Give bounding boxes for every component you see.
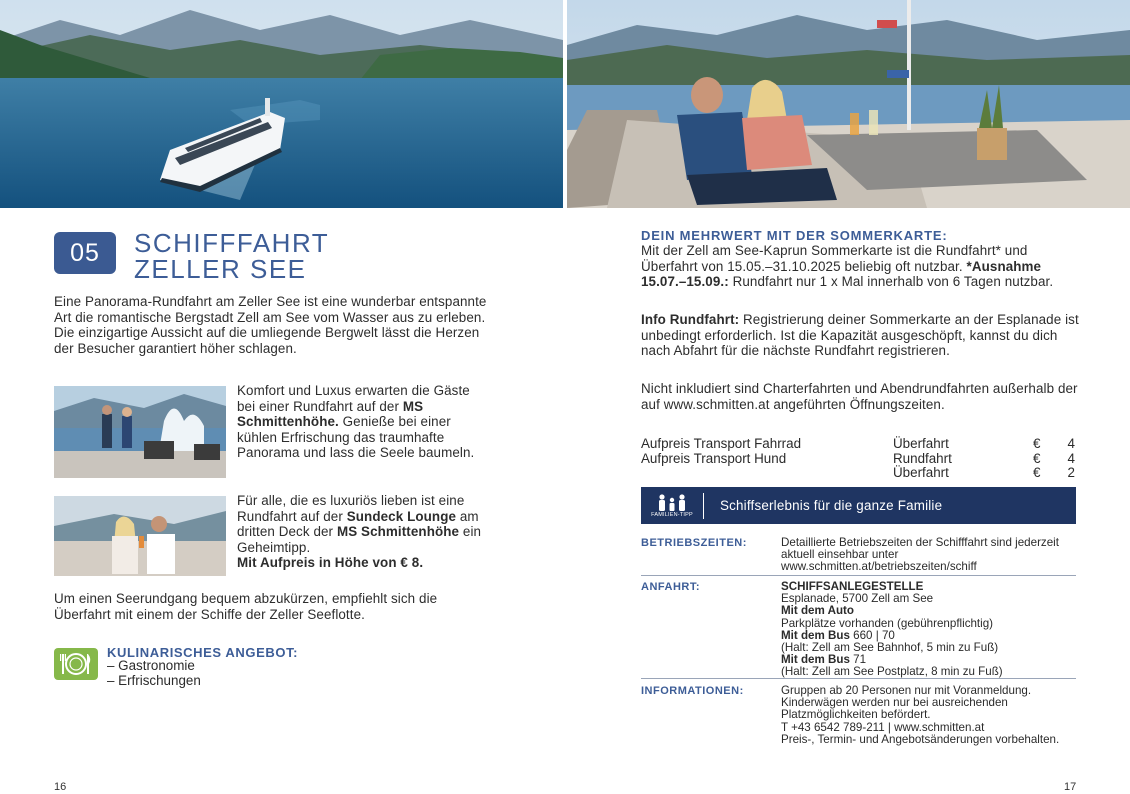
ms-schmittenhoehe-deck-photo — [54, 386, 226, 478]
table-row — [641, 437, 1075, 452]
family-tip-bar — [641, 487, 1076, 524]
sundeck-surcharge: Mit Aufpreis in Höhe von € 8. — [237, 555, 424, 571]
table-row — [641, 466, 1075, 481]
price-value: 4 — [1067, 450, 1075, 466]
price-table — [641, 437, 1075, 481]
price-value: 4 — [1067, 436, 1075, 451]
mehrwert-paragraph — [641, 243, 1081, 290]
anfahrt-value — [781, 581, 1076, 679]
informationen-text: Gruppen ab 20 Personen nur mit Voranmeldung. Kinderwägen werden nur bei ausreichenden Platzmöglichkeiten befördert. — [781, 684, 1032, 722]
mehrwert-exception: *Ausnahme 15.07.–15.09.: — [641, 258, 1042, 290]
title-line-1: SCHIFFFAHRT — [134, 228, 330, 258]
comfort-ship-name: MS Schmittenhöhe. — [237, 398, 424, 430]
info-rundfahrt-paragraph — [641, 312, 1081, 359]
informationen-contact: T +43 6542 789-211 | www.schmitten.at — [781, 720, 985, 734]
anfahrt-bus-label: Mit dem Bus — [781, 628, 850, 642]
anfahrt-line: SCHIFFSANLEGESTELLE — [781, 580, 924, 593]
price-label — [641, 466, 893, 481]
family-icon — [641, 487, 703, 524]
family-tip-text: Schiffserlebnis für die ganze Familie — [720, 498, 943, 513]
betriebszeiten-label: BETRIEBSZEITEN: — [641, 537, 747, 549]
anfahrt-bus-label: Mit dem Bus — [781, 653, 850, 667]
price-label: Aufpreis Transport Hund — [641, 450, 787, 466]
informationen-note: Preis-, Termin- und Angebotsänderungen vorbehalten. — [781, 732, 1060, 746]
sundeck-paragraph — [237, 493, 487, 571]
anfahrt-line: Mit dem Auto — [781, 604, 854, 618]
sundeck-ship-name: MS Schmittenhöhe — [336, 524, 460, 540]
family-tip-label: FAMILIEN-TIPP — [651, 511, 693, 518]
sundeck-text-before: Für alle, die es luxuriös lieben ist eine Rundfahrt auf der — [237, 493, 465, 524]
sundeck-lounge-couple-photo — [567, 0, 1130, 208]
not-included-paragraph: Nicht inkludiert sind Charterfahrten und Abendrundfahrten außerhalb der auf www.schmitten.at angeführten Öffnungszeiten. — [641, 381, 1078, 412]
anfahrt-line: (Halt: Zell am See Bahnhof, 5 min zu Fuß) — [781, 641, 999, 655]
title-line-2: ZELLER SEE — [134, 254, 307, 284]
comfort-paragraph — [237, 383, 477, 461]
anfahrt-line: Parkplätze vorhanden (gebührenpflichtig) — [781, 616, 994, 630]
anfahrt-bus-lines: 71 — [849, 653, 867, 667]
sundeck-lounge-toast-photo — [54, 496, 226, 576]
sundeck-text-after: ein Geheimtipp. — [237, 524, 482, 555]
price-type: Überfahrt — [893, 465, 949, 480]
intro-paragraph: Eine Panorama-Rundfahrt am Zeller See ist eine wunderbar entspannte Art die romantische Bergstadt Zell am See vom Wasser aus zu erleben. Die einzigartige Aussicht auf die umliegende Bergwelt lässt die Herzen der Besucher garantiert höher schlagen. — [54, 294, 487, 356]
comfort-text-before: Komfort und Luxus erwarten die Gäste bei einer Rundfahrt auf der — [237, 383, 470, 414]
price-label: Aufpreis Transport Fahrrad — [641, 436, 802, 451]
page-number-right: 17 — [1064, 781, 1077, 793]
sundeck-lounge-name: Sundeck Lounge — [346, 508, 457, 524]
sundeck-text-mid: am dritten Deck der — [237, 508, 479, 540]
anfahrt-line: Esplanade, 5700 Zell am See — [781, 592, 934, 606]
page-number-left: 16 — [54, 781, 67, 793]
betriebszeiten-row — [641, 537, 1076, 575]
culinary-heading: KULINARISCHES ANGEBOT: — [107, 645, 299, 660]
list-item: – Erfrischungen — [107, 672, 201, 688]
betriebszeiten-value: Detaillierte Betriebszeiten der Schifffahrt sind jederzeit aktuell einsehbar unter www.schmitten.at/betriebszeiten/schiff — [781, 536, 1059, 574]
lake-ship-photo — [0, 0, 563, 208]
informationen-label: INFORMATIONEN: — [641, 685, 744, 697]
divider — [641, 575, 1076, 576]
informationen-row — [641, 685, 1076, 755]
list-item: – Gastronomie — [107, 658, 195, 673]
informationen-value — [781, 685, 1076, 746]
section-number-badge: 05 — [54, 232, 116, 274]
info-rundfahrt-label: Info Rundfahrt: — [641, 312, 740, 327]
price-currency: € — [1033, 450, 1041, 466]
plate-cutlery-icon — [54, 648, 98, 680]
anfahrt-bus-lines: 660 | 70 — [849, 628, 895, 642]
mehrwert-text: Mit der Zell am See-Kaprun Sommerkarte ist die Rundfahrt* und Überfahrt von 15.05.–31.10.2025 beliebig oft nutzbar. — [641, 243, 1028, 274]
anfahrt-row — [641, 581, 1076, 677]
comfort-text-after: Genieße bei einer kühlen Erfrischung das traumhafte Panorama und lass die Seele baumeln. — [237, 414, 475, 461]
divider — [641, 678, 1076, 679]
price-value: 2 — [1067, 465, 1075, 480]
price-currency: € — [1033, 465, 1041, 480]
table-row — [641, 452, 1075, 467]
page-title — [134, 230, 329, 282]
mehrwert-after: Rundfahrt nur 1 x Mal innerhalb von 6 Tagen nutzbar. — [728, 274, 1054, 290]
price-type: Überfahrt — [893, 436, 949, 451]
price-currency: € — [1033, 436, 1041, 451]
family-divider — [703, 493, 704, 519]
culinary-list — [107, 659, 201, 688]
anfahrt-line: (Halt: Zell am See Postplatz, 8 min zu Fuß) — [781, 665, 1003, 679]
mehrwert-heading: DEIN MEHRWERT MIT DER SOMMERKARTE: — [641, 228, 948, 243]
anfahrt-label: ANFAHRT: — [641, 581, 700, 593]
walk-paragraph: Um einen Seerundgang bequem abzukürzen, empfiehlt sich die Überfahrt mit einem der Schiffe der Zeller Seeflotte. — [54, 591, 438, 622]
info-rundfahrt-text: Registrierung deiner Sommerkarte an der Esplanade ist unbedingt erforderlich. Ist die Kapazität ausgeschöpft, kannst du dich nach Abfahrt für die nächste Rundfahrt registrieren. — [641, 312, 1079, 359]
price-type: Rundfahrt — [893, 450, 952, 466]
